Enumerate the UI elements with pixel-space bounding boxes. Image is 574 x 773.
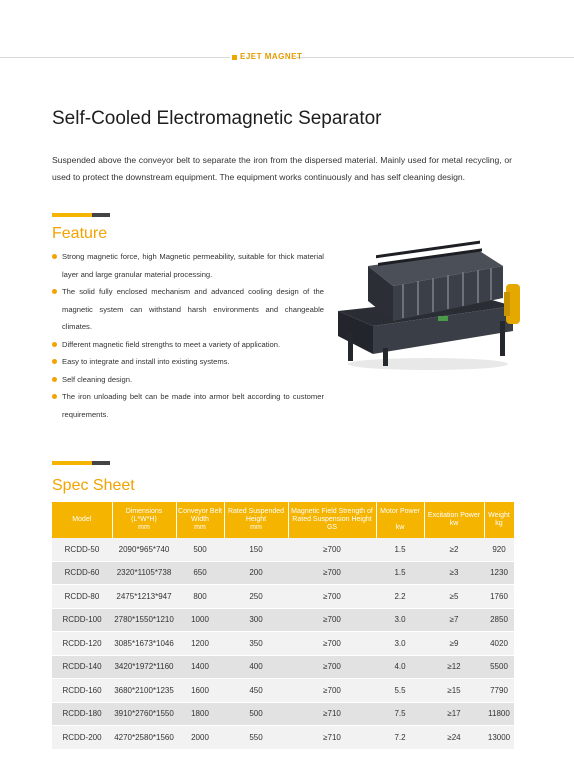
spec-column-header: Dimensions (L*W*H) mm	[112, 502, 176, 538]
spec-cell: 500	[224, 702, 288, 726]
bullet-icon	[52, 394, 57, 399]
spec-cell: 3420*1972*1160	[112, 655, 176, 679]
spec-cell: ≥3	[424, 561, 484, 585]
spec-cell: 3680*2100*1235	[112, 679, 176, 703]
spec-cell: 7.5	[376, 702, 424, 726]
spec-cell: ≥15	[424, 679, 484, 703]
spec-row	[52, 608, 514, 632]
spec-column-header: Excitation Power kw	[424, 502, 484, 538]
feature-list	[52, 248, 324, 423]
bullet-icon	[52, 342, 57, 347]
brand-mark-icon	[232, 55, 237, 60]
spec-cell: 4270*2580*1560	[112, 726, 176, 750]
spec-cell: 1800	[176, 702, 224, 726]
spec-cell: 1000	[176, 608, 224, 632]
spec-cell: ≥700	[288, 608, 376, 632]
section-bar-accent	[52, 213, 92, 217]
spec-cell: 5500	[484, 655, 514, 679]
feature-text: Strong magnetic force, high Magnetic permeability, suitable for thick material layer and large granular material processing.	[62, 252, 324, 279]
spec-cell: 1600	[176, 679, 224, 703]
spec-cell: ≥700	[288, 679, 376, 703]
spec-cell: 3.0	[376, 632, 424, 656]
feature-heading: Feature	[52, 225, 108, 242]
spec-cell: 3.0	[376, 608, 424, 632]
spec-cell: 400	[224, 655, 288, 679]
feature-text: Easy to integrate and install into existing systems.	[62, 357, 230, 366]
spec-cell: ≥9	[424, 632, 484, 656]
spec-row	[52, 702, 514, 726]
page-title: Self-Cooled Electromagnetic Separator	[52, 108, 382, 129]
spec-column-header: Rated Suspended Height mm	[224, 502, 288, 538]
spec-cell: 1200	[176, 632, 224, 656]
spec-cell: 1.5	[376, 561, 424, 585]
spec-row	[52, 655, 514, 679]
spec-heading: Spec Sheet	[52, 477, 135, 494]
separator-machine-image	[328, 236, 528, 376]
spec-cell: 11800	[484, 702, 514, 726]
spec-cell: 1.5	[376, 538, 424, 561]
spec-cell: 3910*2760*1550	[112, 702, 176, 726]
spec-cell: RCDD-100	[52, 608, 112, 632]
spec-column-header: Motor Power kw	[376, 502, 424, 538]
spec-cell: 2320*1105*738	[112, 561, 176, 585]
spec-column-header: Weight kg	[484, 502, 514, 538]
spec-row	[52, 632, 514, 656]
feature-item	[52, 283, 324, 336]
spec-column-header: Model	[52, 502, 112, 538]
spec-cell: ≥700	[288, 655, 376, 679]
spec-cell: 4.0	[376, 655, 424, 679]
section-bar-dark	[92, 461, 110, 465]
section-bar-accent	[52, 461, 92, 465]
bullet-icon	[52, 254, 57, 259]
feature-item	[52, 353, 324, 371]
feature-item	[52, 248, 324, 283]
spec-cell: 1230	[484, 561, 514, 585]
spec-cell: ≥5	[424, 585, 484, 609]
spec-cell: ≥2	[424, 538, 484, 561]
spec-row	[52, 538, 514, 561]
bullet-icon	[52, 377, 57, 382]
spec-cell: 200	[224, 561, 288, 585]
spec-cell: ≥17	[424, 702, 484, 726]
spec-cell: ≥700	[288, 585, 376, 609]
feature-item	[52, 336, 324, 354]
spec-cell: 3085*1673*1046	[112, 632, 176, 656]
spec-cell: RCDD-60	[52, 561, 112, 585]
spec-cell: 650	[176, 561, 224, 585]
brand-name: EJET MAGNET	[240, 52, 303, 61]
intro-paragraph: Suspended above the conveyor belt to separate the iron from the dispersed material. Mainly used for metal recycling, or used to protect the downstream equipment. The equipment works continuously and has self cleaning design.	[52, 155, 512, 182]
spec-cell: ≥7	[424, 608, 484, 632]
spec-cell: ≥710	[288, 702, 376, 726]
spec-cell: 7.2	[376, 726, 424, 750]
spec-cell: 2090*965*740	[112, 538, 176, 561]
spec-row	[52, 679, 514, 703]
section-bar-dark	[92, 213, 110, 217]
spec-cell: RCDD-200	[52, 726, 112, 750]
spec-row	[52, 585, 514, 609]
spec-cell: 550	[224, 726, 288, 750]
spec-cell: RCDD-80	[52, 585, 112, 609]
spec-cell: RCDD-120	[52, 632, 112, 656]
spec-cell: ≥710	[288, 726, 376, 750]
spec-cell: 2000	[176, 726, 224, 750]
bullet-icon	[52, 289, 57, 294]
feature-item	[52, 371, 324, 389]
spec-cell: 2.2	[376, 585, 424, 609]
spec-cell: ≥700	[288, 538, 376, 561]
feature-text: The iron unloading belt can be made into armor belt according to customer requirements.	[62, 392, 324, 419]
spec-cell: RCDD-180	[52, 702, 112, 726]
spec-cell: 800	[176, 585, 224, 609]
feature-text: The solid fully enclosed mechanism and advanced cooling design of the magnetic system can withstand harsh environments and changeable climates.	[62, 287, 324, 331]
spec-row	[52, 726, 514, 750]
spec-cell: 4020	[484, 632, 514, 656]
spec-cell: 13000	[484, 726, 514, 750]
bullet-icon	[52, 359, 57, 364]
spec-cell: 920	[484, 538, 514, 561]
spec-cell: ≥700	[288, 561, 376, 585]
spec-column-header: Magnetic Field Strength of Rated Suspension Height GS	[288, 502, 376, 538]
spec-cell: 450	[224, 679, 288, 703]
spec-cell: 150	[224, 538, 288, 561]
feature-item	[52, 388, 324, 423]
spec-cell: 1400	[176, 655, 224, 679]
spec-cell: 7790	[484, 679, 514, 703]
spec-cell: 350	[224, 632, 288, 656]
spec-cell: 300	[224, 608, 288, 632]
spec-row	[52, 561, 514, 585]
feature-text: Different magnetic field strengths to meet a variety of application.	[62, 339, 281, 349]
spec-header-row	[52, 502, 514, 538]
spec-cell: 500	[176, 538, 224, 561]
spec-cell: 1760	[484, 585, 514, 609]
spec-cell: 250	[224, 585, 288, 609]
spec-cell: 2780*1550*1210	[112, 608, 176, 632]
spec-cell: ≥24	[424, 726, 484, 750]
spec-column-header: Conveyor Belt Width mm	[176, 502, 224, 538]
spec-cell: 2475*1213*947	[112, 585, 176, 609]
spec-cell: 5.5	[376, 679, 424, 703]
feature-text: Self cleaning design.	[62, 374, 133, 384]
spec-cell: 2850	[484, 608, 514, 632]
spec-cell: RCDD-160	[52, 679, 112, 703]
spec-cell: RCDD-140	[52, 655, 112, 679]
spec-table	[52, 502, 515, 750]
spec-cell: RCDD-50	[52, 538, 112, 561]
spec-cell: ≥12	[424, 655, 484, 679]
spec-cell: ≥700	[288, 632, 376, 656]
